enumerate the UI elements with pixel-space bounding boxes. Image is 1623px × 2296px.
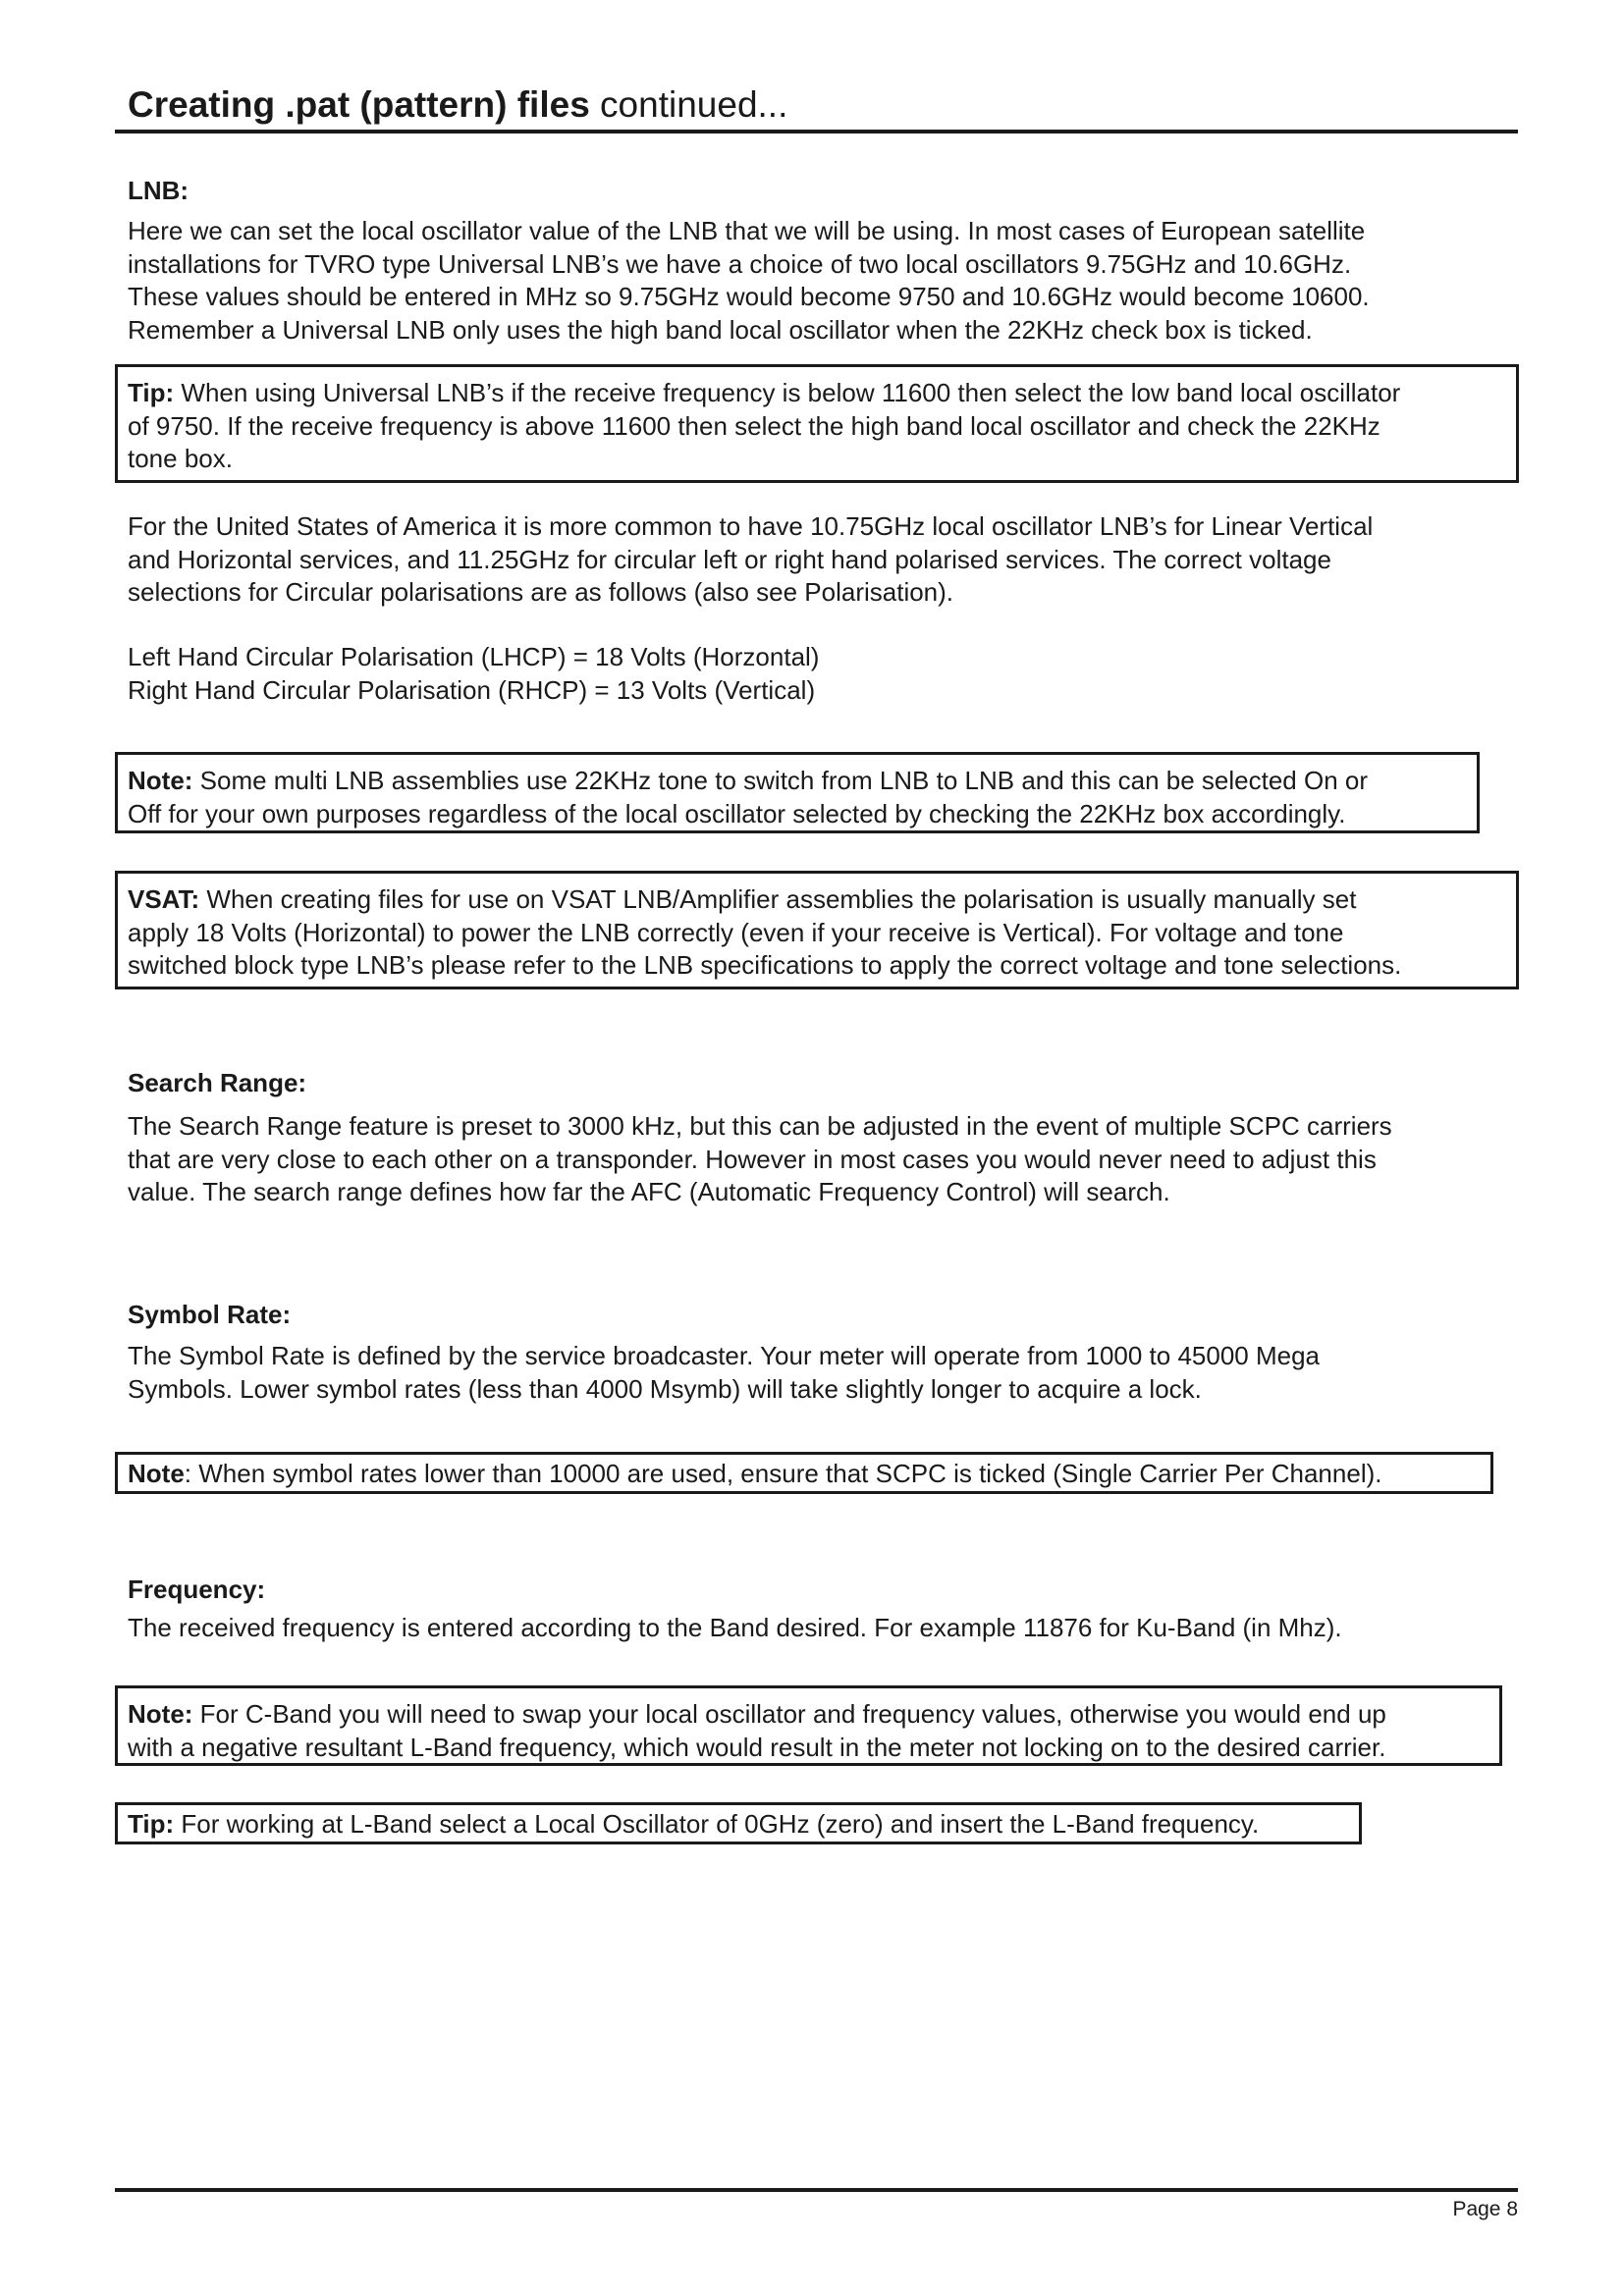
page-title-continued: continued... [589,84,788,125]
vsat-text: When creating files for use on VSAT LNB/Amplifier assemblies the polarisation is usually manually set [199,884,1357,914]
search-range-line: value. The search range defines how far the AFC (Automatic Frequency Control) will search. [128,1177,1170,1206]
lnb-tip-line: of 9750. If the receive frequency is above 11600 then select the high band local oscillator and check the 22KHz [128,410,1380,441]
frequency-heading: Frequency: [128,1575,266,1604]
page-title [128,82,787,128]
search-range-line: that are very close to each other on a transponder. However in most cases you would never need to adjust this [128,1144,1377,1174]
note-label: Note: [128,1699,193,1729]
vsat-line: switched block type LNB’s please refer to the LNB specifications to apply the correct voltage and tone selections. [128,950,1402,980]
lnb-tip-text: When using Universal LNB’s if the receive frequency is below 11600 then select the low band local oscillator [174,378,1401,407]
symbol-rate-note-box [115,1452,1493,1494]
vsat-label: VSAT: [128,884,200,914]
frequency-note-text: For C-Band you will need to swap your local oscillator and frequency values, otherwise you would end up [192,1699,1386,1729]
lnb-tip-line [128,377,1506,410]
lnb-paragraph-line: Here we can set the local oscillator value of the LNB that we will be using. In most cases of European satellite [128,216,1366,245]
frequency-tip-line [128,1808,1349,1842]
page-number: Page 8 [1452,2198,1518,2220]
symbol-rate-note-text: : When symbol rates lower than 10000 are used, ensure that SCPC is ticked (Single Carrier Per Channel). [184,1459,1382,1488]
lnb-tip-box [115,364,1519,483]
usa-paragraph-line: and Horizontal services, and 11.25GHz for circular left or right hand polarised services. The correct voltage [128,544,1331,574]
tip-label: Tip: [128,1809,175,1839]
frequency-note-line [128,1698,1489,1732]
lnb-note-line: Off for your own purposes regardless of the local oscillator selected by checking the 22KHz box accordingly. [128,798,1346,828]
lnb-heading: LNB: [128,176,189,205]
lnb-paragraph-line: These values should be entered in MHz so 9.75GHz would become 9750 and 10.6GHz would become 10600. [128,282,1370,311]
vsat-line: apply 18 Volts (Horizontal) to power the LNB correctly (even if your receive is Vertical). For voltage and tone [128,917,1344,947]
polarisation-list [128,641,1512,707]
note-label: Note [128,1459,185,1488]
frequency-note-box [115,1685,1502,1766]
lnb-tip-line: tone box. [128,444,233,473]
frequency-note-line: with a negative resultant L-Band frequency, which would result in the meter not locking on to the desired carrier. [128,1732,1386,1762]
polarisation-lhcp: Left Hand Circular Polarisation (LHCP) = 18 Volts (Horzontal) [128,642,820,671]
tip-label: Tip: [128,378,175,407]
search-range-heading: Search Range: [128,1068,307,1097]
usa-paragraph [128,510,1512,610]
symbol-rate-line: Symbols. Lower symbol rates (less than 4000 Msymb) will take slightly longer to acquire a lock. [128,1373,1202,1404]
footer-divider [115,2188,1518,2192]
usa-paragraph-line: selections for Circular polarisations are as follows (also see Polarisation). [128,577,954,607]
lnb-note-line [128,765,1467,798]
note-label: Note: [128,766,193,795]
lnb-note-box [115,752,1480,833]
frequency-paragraph [128,1612,1512,1645]
search-range-paragraph [128,1110,1512,1209]
frequency-line: The received frequency is entered according to the Band desired. For example 11876 for Ku-Band (in Mhz). [128,1613,1342,1642]
symbol-rate-note-line [128,1458,1481,1491]
frequency-tip-box [115,1802,1362,1844]
symbol-rate-heading: Symbol Rate: [128,1300,292,1329]
search-range-line: The Search Range feature is preset to 3000 kHz, but this can be adjusted in the event of multiple SCPC carriers [128,1111,1392,1141]
lnb-note-text: Some multi LNB assemblies use 22KHz tone to switch from LNB to LNB and this can be selected On or [192,766,1368,795]
symbol-rate-line: The Symbol Rate is defined by the service broadcaster. Your meter will operate from 1000 to 45000 Mega [128,1341,1321,1370]
vsat-line [128,883,1506,917]
polarisation-rhcp: Right Hand Circular Polarisation (RHCP) = 13 Volts (Vertical) [128,674,816,705]
usa-paragraph-line: For the United States of America it is more common to have 10.75GHz local oscillator LNB’s for Linear Vertical [128,511,1374,541]
lnb-paragraph-line: Remember a Universal LNB only uses the high band local oscillator when the 22KHz check box is ticked. [128,314,1313,345]
vsat-box [115,871,1519,989]
frequency-tip-text: For working at L-Band select a Local Oscillator of 0GHz (zero) and insert the L-Band frequency. [174,1809,1260,1839]
header-divider [115,130,1518,133]
lnb-paragraph [128,215,1512,347]
symbol-rate-paragraph [128,1340,1512,1406]
page-title-main: Creating .pat (pattern) files [128,84,590,125]
lnb-paragraph-line: installations for TVRO type Universal LNB’s we have a choice of two local oscillators 9.75GHz and 10.6GHz. [128,248,1352,279]
